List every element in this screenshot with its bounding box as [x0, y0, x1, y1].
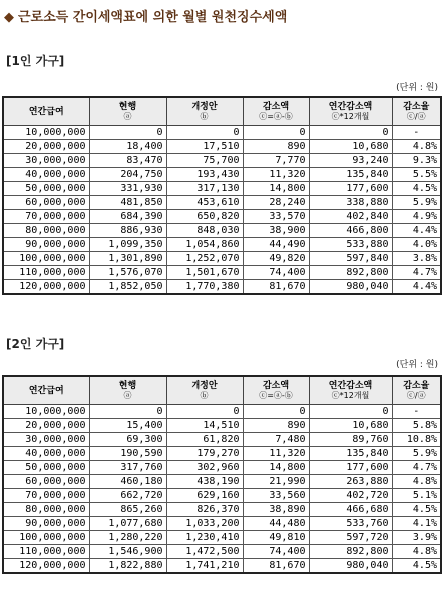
table-cell: 650,820 — [166, 210, 243, 224]
document-title-text: 근로소득 간이세액표에 의한 월별 원천징수세액 — [18, 10, 288, 25]
table-cell: 402,840 — [309, 210, 392, 224]
column-header-label: 감소율 — [403, 101, 430, 112]
annual-salary-cell: 30,000,000 — [3, 154, 89, 168]
table-cell: 826,370 — [166, 503, 243, 517]
table-row — [3, 168, 441, 182]
table-cell: 460,180 — [89, 475, 166, 489]
table-cell: 317,760 — [89, 461, 166, 475]
diamond-bullet-icon: ◆ — [4, 10, 14, 25]
table-cell: 74,400 — [243, 545, 309, 559]
annual-salary-cell: 120,000,000 — [3, 280, 89, 295]
table-cell: 1,741,210 — [166, 559, 243, 574]
table-cell: 74,400 — [243, 266, 309, 280]
table-cell: 533,880 — [309, 238, 392, 252]
table-cell: 4.5% — [392, 559, 441, 574]
table-cell: 4.8% — [392, 475, 441, 489]
table-cell: 3.9% — [392, 531, 441, 545]
table-cell: 1,033,200 — [166, 517, 243, 531]
table-cell: 892,800 — [309, 266, 392, 280]
annual-salary-cell: 100,000,000 — [3, 531, 89, 545]
table-cell: 81,670 — [243, 559, 309, 574]
table-cell: 980,040 — [309, 280, 392, 295]
column-header — [166, 376, 243, 405]
header-row — [3, 376, 441, 405]
tax-table-1-person — [2, 96, 442, 295]
column-header — [89, 97, 166, 126]
annual-salary-cell: 10,000,000 — [3, 405, 89, 419]
column-header — [89, 376, 166, 405]
table-cell: 1,280,220 — [89, 531, 166, 545]
table-row — [3, 196, 441, 210]
table-row — [3, 238, 441, 252]
table-cell: 1,546,900 — [89, 545, 166, 559]
table-cell: 4.5% — [392, 503, 441, 517]
column-header-label: 연간감소액 — [328, 380, 373, 391]
annual-salary-cell: 70,000,000 — [3, 210, 89, 224]
table-cell: 402,720 — [309, 489, 392, 503]
table-cell: 597,840 — [309, 252, 392, 266]
table-cell: 17,510 — [166, 140, 243, 154]
table-row — [3, 252, 441, 266]
table-cell: 10,680 — [309, 140, 392, 154]
unit-label-1: (단위 : 원) — [396, 83, 438, 93]
table-cell: 865,260 — [89, 503, 166, 517]
column-header-label: 연간감소액 — [328, 101, 373, 112]
table-cell: 980,040 — [309, 559, 392, 574]
table-cell: 1,099,350 — [89, 238, 166, 252]
column-header-formula: ⓒ/ⓐ — [406, 390, 426, 400]
table-row — [3, 280, 441, 295]
annual-salary-cell: 10,000,000 — [3, 126, 89, 140]
column-header — [392, 97, 441, 126]
column-header-formula: ⓒ/ⓐ — [406, 111, 426, 121]
table-cell: 5.9% — [392, 447, 441, 461]
table-cell: 49,820 — [243, 252, 309, 266]
table-cell: 11,320 — [243, 447, 309, 461]
table-cell: 331,930 — [89, 182, 166, 196]
table-cell: 438,190 — [166, 475, 243, 489]
table-cell: 44,480 — [243, 517, 309, 531]
table-cell: 4.8% — [392, 140, 441, 154]
table-cell: 597,720 — [309, 531, 392, 545]
table-cell: 89,760 — [309, 433, 392, 447]
table-cell: 481,850 — [89, 196, 166, 210]
table-cell: 177,600 — [309, 461, 392, 475]
table-cell: 1,230,410 — [166, 531, 243, 545]
table-row — [3, 461, 441, 475]
table-cell: 81,670 — [243, 280, 309, 295]
table-cell: 1,770,380 — [166, 280, 243, 295]
table-cell: 190,590 — [89, 447, 166, 461]
section-label-1: [1인 가구] — [6, 54, 65, 68]
table-cell: 83,470 — [89, 154, 166, 168]
column-header-label: 개정안 — [191, 101, 218, 112]
table-cell: 15,400 — [89, 419, 166, 433]
table-cell: 75,700 — [166, 154, 243, 168]
table-cell: 338,880 — [309, 196, 392, 210]
column-header-formula: ⓒ=ⓐ-ⓑ — [259, 390, 293, 400]
table-cell: 14,800 — [243, 182, 309, 196]
table-row — [3, 503, 441, 517]
annual-salary-cell: 20,000,000 — [3, 419, 89, 433]
table-cell: 11,320 — [243, 168, 309, 182]
table-cell: 890 — [243, 419, 309, 433]
column-header — [3, 97, 89, 126]
column-header — [243, 376, 309, 405]
section-label-2: [2인 가구] — [6, 337, 65, 351]
table-cell: 179,270 — [166, 447, 243, 461]
column-header — [166, 97, 243, 126]
column-header — [243, 97, 309, 126]
column-header — [3, 376, 89, 405]
document-title — [4, 6, 287, 28]
column-header-label: 감소액 — [262, 380, 290, 391]
table-cell: 7,480 — [243, 433, 309, 447]
table-cell: 5.1% — [392, 489, 441, 503]
table-cell: 1,054,860 — [166, 238, 243, 252]
table-row — [3, 224, 441, 238]
table-cell: 28,240 — [243, 196, 309, 210]
annual-salary-cell: 80,000,000 — [3, 503, 89, 517]
table-cell: 0 — [309, 126, 392, 140]
table-row — [3, 405, 441, 419]
table-cell: 7,770 — [243, 154, 309, 168]
table-cell: 5.5% — [392, 168, 441, 182]
table-row — [3, 433, 441, 447]
table-cell: 10.8% — [392, 433, 441, 447]
annual-salary-cell: 90,000,000 — [3, 517, 89, 531]
table-cell: 33,560 — [243, 489, 309, 503]
table-cell: 1,301,890 — [89, 252, 166, 266]
table-row — [3, 545, 441, 559]
table-row — [3, 447, 441, 461]
table-cell: 93,240 — [309, 154, 392, 168]
table-cell: 0 — [89, 405, 166, 419]
annual-salary-cell: 20,000,000 — [3, 140, 89, 154]
table-cell: 1,501,670 — [166, 266, 243, 280]
table-cell: 33,570 — [243, 210, 309, 224]
table-row — [3, 475, 441, 489]
column-header — [309, 97, 392, 126]
table-cell: 0 — [309, 405, 392, 419]
table-row — [3, 140, 441, 154]
table-cell: 1,252,070 — [166, 252, 243, 266]
table-cell: 453,610 — [166, 196, 243, 210]
table-cell: 0 — [243, 126, 309, 140]
column-header-label: 현행 — [118, 101, 137, 112]
column-header-formula: ⓐ — [123, 390, 132, 400]
table-cell: 1,472,500 — [166, 545, 243, 559]
table-cell: 1,852,050 — [89, 280, 166, 295]
table-cell: 193,430 — [166, 168, 243, 182]
table-cell: 684,390 — [89, 210, 166, 224]
table-cell: 0 — [243, 405, 309, 419]
table-row — [3, 489, 441, 503]
table-row — [3, 531, 441, 545]
column-header-formula: ⓑ — [200, 390, 209, 400]
table-cell: 3.8% — [392, 252, 441, 266]
table-cell: 848,030 — [166, 224, 243, 238]
annual-salary-cell: 120,000,000 — [3, 559, 89, 574]
table-cell: 4.9% — [392, 210, 441, 224]
table-cell: 4.7% — [392, 266, 441, 280]
column-header-formula: ⓒ*12개월 — [331, 111, 370, 121]
annual-salary-cell: 110,000,000 — [3, 266, 89, 280]
annual-salary-cell: 40,000,000 — [3, 168, 89, 182]
table-cell: 890 — [243, 140, 309, 154]
annual-salary-cell: 30,000,000 — [3, 433, 89, 447]
table-cell: 18,400 — [89, 140, 166, 154]
column-header-label: 현행 — [118, 380, 137, 391]
table-cell: 662,720 — [89, 489, 166, 503]
table-cell: 4.1% — [392, 517, 441, 531]
table-row — [3, 419, 441, 433]
column-header-label: 연간급여 — [28, 385, 64, 396]
column-header-formula: ⓒ=ⓐ-ⓑ — [259, 111, 293, 121]
table-cell: 0 — [166, 405, 243, 419]
table-cell: 4.8% — [392, 545, 441, 559]
table-row — [3, 182, 441, 196]
annual-salary-cell: 60,000,000 — [3, 475, 89, 489]
table-cell: 892,800 — [309, 545, 392, 559]
table-cell: 302,960 — [166, 461, 243, 475]
table-cell: 135,840 — [309, 168, 392, 182]
table-cell: 263,880 — [309, 475, 392, 489]
annual-salary-cell: 60,000,000 — [3, 196, 89, 210]
column-header-formula: ⓒ*12개월 — [331, 390, 370, 400]
column-header-label: 연간급여 — [28, 106, 64, 117]
column-header-label: 감소액 — [262, 101, 290, 112]
table-row — [3, 154, 441, 168]
table-cell: 533,760 — [309, 517, 392, 531]
table-row — [3, 517, 441, 531]
table-cell: 886,930 — [89, 224, 166, 238]
annual-salary-cell: 90,000,000 — [3, 238, 89, 252]
column-header — [392, 376, 441, 405]
table-cell: 4.5% — [392, 182, 441, 196]
table-row — [3, 559, 441, 574]
table-cell: 38,890 — [243, 503, 309, 517]
column-header-formula: ⓐ — [123, 111, 132, 121]
table-cell: 204,750 — [89, 168, 166, 182]
table-cell: - — [392, 126, 441, 140]
column-header — [309, 376, 392, 405]
annual-salary-cell: 40,000,000 — [3, 447, 89, 461]
table-cell: 4.0% — [392, 238, 441, 252]
table-row — [3, 126, 441, 140]
table-cell: 4.4% — [392, 224, 441, 238]
table-cell: 1,077,680 — [89, 517, 166, 531]
table-cell: - — [392, 405, 441, 419]
table-cell: 466,680 — [309, 503, 392, 517]
table-cell: 44,490 — [243, 238, 309, 252]
table-cell: 317,130 — [166, 182, 243, 196]
unit-label-2: (단위 : 원) — [396, 360, 438, 370]
table-row — [3, 266, 441, 280]
table-cell: 629,160 — [166, 489, 243, 503]
table-cell: 10,680 — [309, 419, 392, 433]
table-cell: 1,822,880 — [89, 559, 166, 574]
table-cell: 5.9% — [392, 196, 441, 210]
table-cell: 466,800 — [309, 224, 392, 238]
table-cell: 9.3% — [392, 154, 441, 168]
table-cell: 14,800 — [243, 461, 309, 475]
table-row — [3, 210, 441, 224]
column-header-label: 개정안 — [191, 380, 218, 391]
column-header-label: 감소율 — [403, 380, 430, 391]
table-cell: 69,300 — [89, 433, 166, 447]
table-cell: 177,600 — [309, 182, 392, 196]
table-cell: 49,810 — [243, 531, 309, 545]
table-cell: 61,820 — [166, 433, 243, 447]
table-cell: 38,900 — [243, 224, 309, 238]
annual-salary-cell: 100,000,000 — [3, 252, 89, 266]
table-cell: 14,510 — [166, 419, 243, 433]
annual-salary-cell: 110,000,000 — [3, 545, 89, 559]
table-cell: 4.7% — [392, 461, 441, 475]
table-cell: 4.4% — [392, 280, 441, 295]
annual-salary-cell: 50,000,000 — [3, 461, 89, 475]
tax-table-2-person — [2, 375, 442, 574]
annual-salary-cell: 80,000,000 — [3, 224, 89, 238]
table-cell: 135,840 — [309, 447, 392, 461]
table-cell: 0 — [166, 126, 243, 140]
table-cell: 0 — [89, 126, 166, 140]
table-cell: 21,990 — [243, 475, 309, 489]
column-header-formula: ⓑ — [200, 111, 209, 121]
table-cell: 1,576,070 — [89, 266, 166, 280]
header-row — [3, 97, 441, 126]
annual-salary-cell: 50,000,000 — [3, 182, 89, 196]
table-cell: 5.8% — [392, 419, 441, 433]
annual-salary-cell: 70,000,000 — [3, 489, 89, 503]
